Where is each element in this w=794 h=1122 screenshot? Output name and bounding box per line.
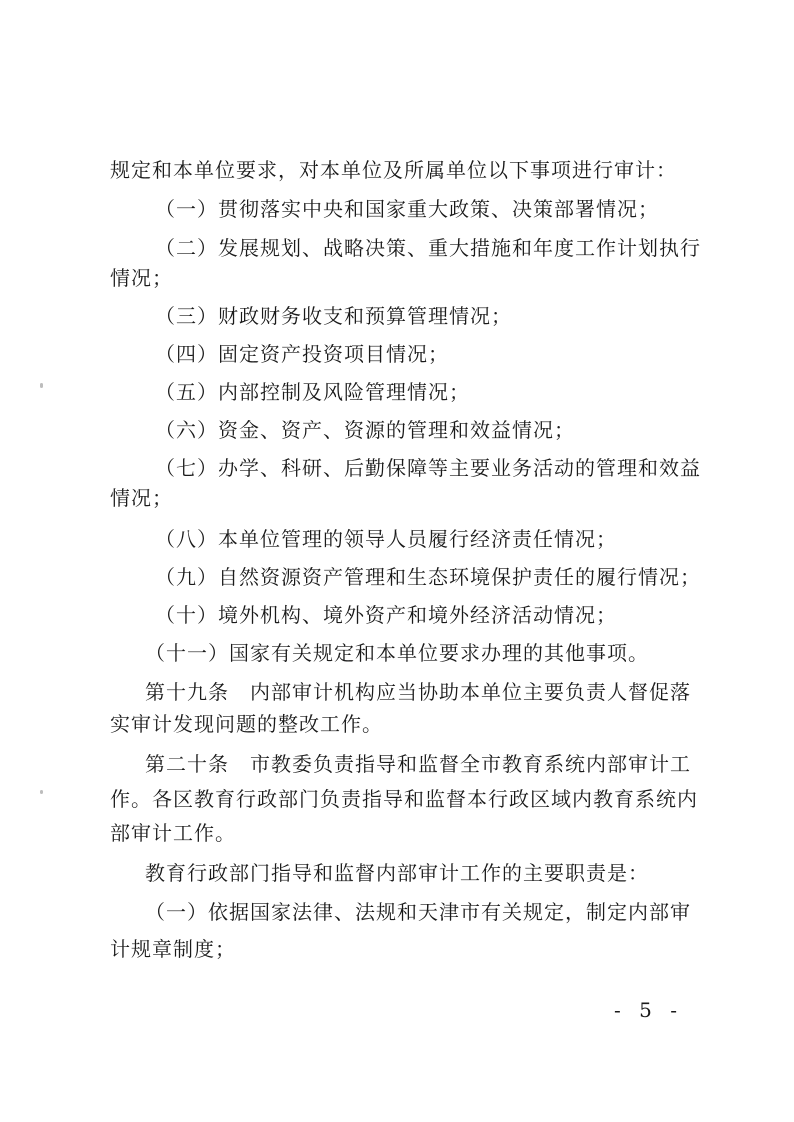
scan-speck: [40, 790, 43, 794]
list-item-11: （十一）国家有关规定和本单位要求办理的其他事项。: [145, 641, 649, 665]
list-item-6: （六）资金、资产、资源的管理和效益情况；: [155, 418, 575, 442]
page-number: - 5 -: [614, 998, 683, 1022]
duties-intro: 教育行政部门指导和监督内部审计工作的主要职责是：: [145, 861, 649, 885]
list-item-7: （七）办学、科研、后勤保障等主要业务活动的管理和效益: [155, 456, 701, 480]
article-20-line-3: 部审计工作。: [110, 821, 236, 845]
article-19-line-1: 第十九条 内部审计机构应当协助本单位主要负责人督促落: [145, 680, 691, 704]
list-item-10: （十）境外机构、境外资产和境外经济活动情况；: [155, 603, 617, 627]
scan-speck: [40, 383, 43, 388]
article-20-line-1: 第二十条 市教委负责指导和监督全市教育系统内部审计工: [145, 752, 691, 776]
list-item-5: （五）内部控制及风险管理情况；: [155, 380, 470, 404]
article-19-line-2: 实审计发现问题的整改工作。: [110, 712, 383, 736]
intro-line: 规定和本单位要求，对本单位及所属单位以下事项进行审计：: [110, 158, 677, 182]
list-item-9: （九）自然资源资产管理和生态环境保护责任的履行情况；: [155, 565, 701, 589]
list-item-2: （二）发展规划、战略决策、重大措施和年度工作计划执行: [155, 236, 701, 260]
list-item-7-continued: 情况；: [110, 486, 173, 510]
list-item-3: （三）财政财务收支和预算管理情况；: [155, 304, 512, 328]
list-item-1: （一）贯彻落实中央和国家重大政策、决策部署情况；: [155, 197, 659, 221]
duty-item-1-continued: 计规章制度；: [110, 937, 236, 961]
list-item-8: （八）本单位管理的领导人员履行经济责任情况；: [155, 527, 617, 551]
list-item-2-continued: 情况；: [110, 266, 173, 290]
article-20-line-2: 作。各区教育行政部门负责指导和监督本行政区域内教育系统内: [110, 787, 698, 811]
duty-item-1: （一）依据国家法律、法规和天津市有关规定，制定内部审: [145, 900, 691, 924]
list-item-4: （四）固定资产投资项目情况；: [155, 342, 449, 366]
